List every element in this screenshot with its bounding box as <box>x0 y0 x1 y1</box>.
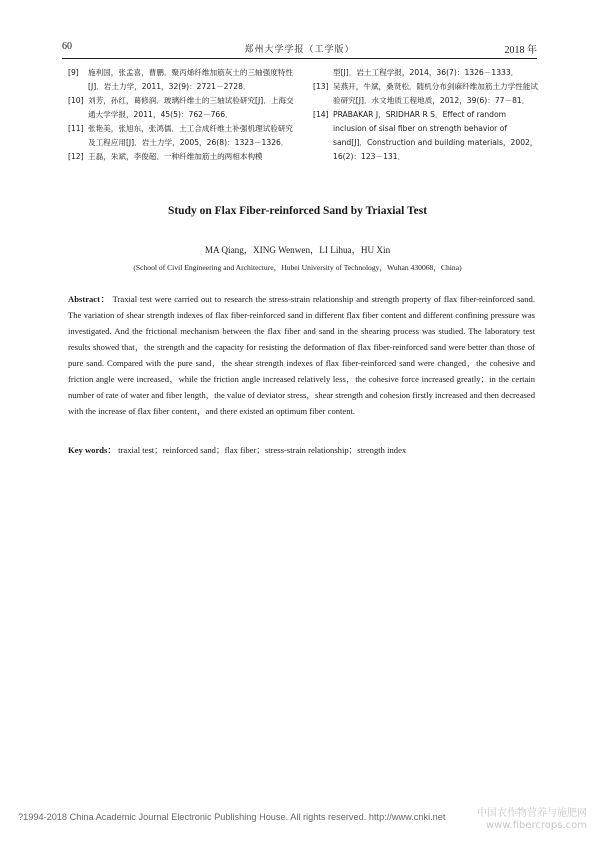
reference-number: [14] <box>313 110 329 119</box>
copyright-footer: ?1994-2018 China Academic Journal Electronic Publishing House. All rights reserved. http://www.cnki.net <box>18 812 446 822</box>
watermark-line-url: www.fibercrops.com <box>485 820 587 831</box>
reference-text: 张艳美，张旭东，张鸿儒．土工合成纤维土补强机理试验研究及工程应用[J]．岩土力学，2005，26(8)：1323－1326． <box>88 124 294 147</box>
reference-text: PRABAKAR J，SRIDHAR R S．Effect of random inclusion of sisal fiber on strength behavior of sand[J]．Construction and building materials，2002，16(2)：123－131． <box>333 110 538 161</box>
journal-name: 郑州大学学报（工学版） <box>244 45 355 55</box>
reference-text: 吴燕开，牛斌，桑贤松．随机分布剑麻纤维加筋土力学性能试验研究[J]．水文地质工程地质，2012，39(6)：77－81． <box>333 82 539 105</box>
reference-item <box>68 122 300 150</box>
abstract-label: Abstract： <box>68 294 110 304</box>
reference-number: [12] <box>68 152 84 161</box>
reference-item <box>313 66 541 80</box>
reference-number: [13] <box>313 82 329 91</box>
header-rule <box>62 58 537 59</box>
author-list: MA Qiang，XING Wenwen，LI Lihua，HU Xin <box>204 245 391 255</box>
page-number: 60 <box>62 41 72 52</box>
reference-text: 王磊，朱斌，李俊超．一种纤维加筋土的两相本构模 <box>88 152 263 161</box>
reference-text: 型[J]．岩土工程学报，2014，36(7)：1326－1333． <box>333 68 519 77</box>
keywords-text: traxial test；reinforced sand；flax fiber；stress-strain relationship；strength index <box>118 445 407 455</box>
references-left-column <box>68 66 300 164</box>
reference-item <box>68 150 300 164</box>
keywords-block <box>68 443 535 457</box>
author-affiliation: (School of Civil Engineering and Architecture，Hubei University of Technology，Wuhan 430068，China) <box>133 263 462 272</box>
reference-item <box>68 66 300 94</box>
reference-item <box>313 80 541 108</box>
journal-year: 2018 年 <box>504 45 537 56</box>
keywords-label: Key words： <box>68 445 116 455</box>
running-header <box>62 41 537 55</box>
reference-text: 刘芳，孙红，葛修润．玻璃纤维土的三轴试验研究[J]．上海交通大学学报，2011，45(5)：762－766． <box>88 96 294 119</box>
reference-number: [9] <box>68 68 79 77</box>
reference-number: [11] <box>68 124 84 133</box>
reference-item <box>313 108 541 164</box>
site-watermark <box>477 808 587 832</box>
paper-title: Study on Flax Fiber-reinforced Sand by Triaxial Test <box>167 205 428 217</box>
abstract-text: Traxial test were carried out to research the stress-strain relationship and strength property of flax fiber-reinforced sand. The variation of shear strength indexes of flax fiber-reinforced sand in different flax fiber content and different confining pressure was investigated. And the frictional mechanism between the flax fiber and sand in the shearing process was studied. The laboratory test results showed that，the strength and the capacity for resisting the deformation of flax fiber-reinforced sand were better than those of pure sand. Compared with the pure sand，the shear strength indexes of flax fiber-reinforced sand were changed，the cohesive and friction angle were increased，while the friction angle increased relatively less，the cohesive force increased greatly；in the certain number of rate of water and fiber length，the value of deviator stress，shear strength and cohesion firstly increased and then decreased with the increase of flax fiber content，and there existed an optimum fiber content. <box>68 294 535 416</box>
references-right-column <box>313 66 541 164</box>
reference-item <box>68 94 300 122</box>
reference-number: [10] <box>68 96 84 105</box>
abstract-block <box>68 291 535 419</box>
reference-text: 施利国，张孟喜，曹鹏．聚丙烯纤维加筋灰土的三轴强度特性[J]．岩土力学，2011，32(9)：2721－2728． <box>88 68 294 91</box>
watermark-line-chinese: 中国农作物营养与施肥网 <box>477 808 587 819</box>
